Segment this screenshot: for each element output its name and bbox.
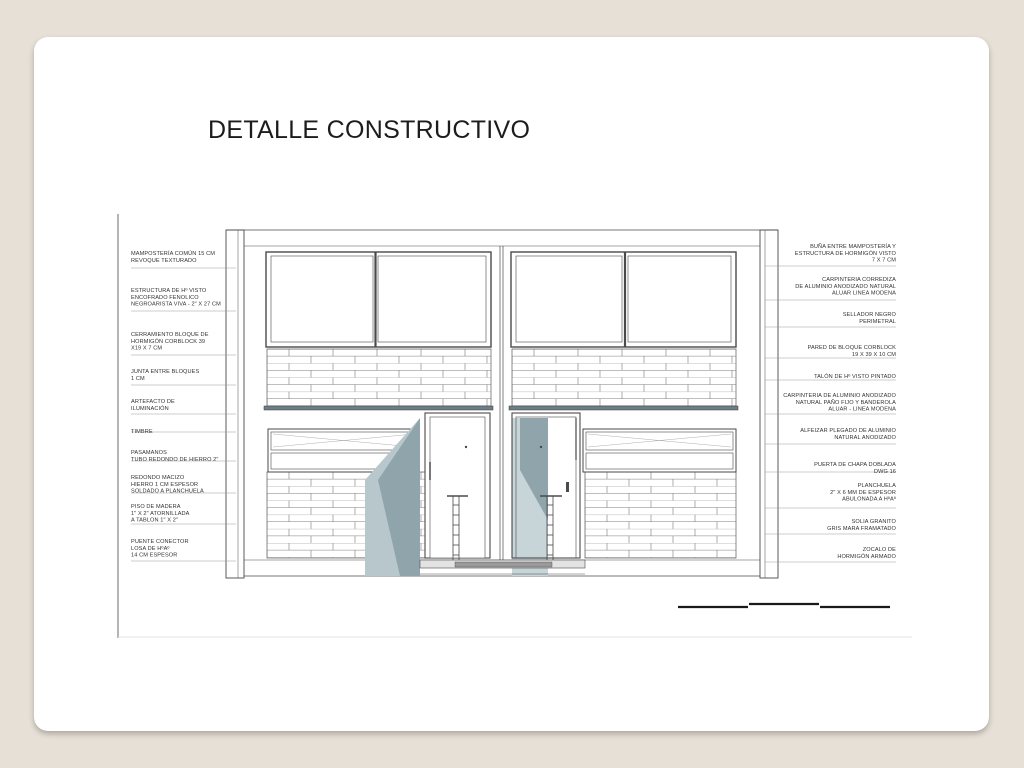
left-label-5-line-0: TIMBRE bbox=[131, 429, 153, 435]
right-label-5-line-0: CARPINTERIA DE ALUMINIO ANODIZADO bbox=[783, 393, 896, 399]
right-label-1-line-2: ALUAR LINEA MODENA bbox=[832, 290, 896, 297]
left-label-7-line-1: HIERRO 1 CM ESPESOR bbox=[131, 481, 199, 488]
page-title: DETALLE CONSTRUCTIVO bbox=[208, 116, 531, 144]
right-label-8-line-2: ABULONADA A HºAº bbox=[842, 496, 896, 503]
right-label-2-line-0: SELLADOR NEGRO bbox=[842, 312, 896, 318]
right-label-7-line-1: DWG 16 bbox=[873, 468, 896, 475]
upper-window-left bbox=[266, 252, 491, 347]
left-annotations bbox=[131, 250, 221, 559]
left-label-4-line-1: ILUMINACIÓN bbox=[131, 405, 169, 412]
right-label-5-line-1: NATURAL PAÑO FIJO Y BANDEROLA bbox=[795, 399, 896, 406]
left-label-6-line-0: PASAMANOS bbox=[131, 450, 167, 456]
left-label-9-line-1: LOSA DE HºAº bbox=[131, 545, 170, 552]
right-label-9-line-1: GRIS MARA FRAMATADO bbox=[827, 525, 896, 532]
left-label-1-line-0: ESTRUCTURA DE Hº VISTO bbox=[131, 288, 207, 294]
left-label-2-line-1: HORMIGÓN CORBLOCK 39 bbox=[131, 338, 206, 345]
right-label-1-line-0: CARPINTERIA CORREDIZA bbox=[822, 277, 896, 283]
left-label-6-line-1: TUBO REDONDO DE HIERRO 2" bbox=[131, 456, 219, 463]
right-label-7-line-0: PUERTA DE CHAPA DOBLADA bbox=[814, 462, 896, 468]
right-label-6-line-0: ALFEIZAR PLEGADO DE ALUMINIO bbox=[800, 428, 896, 434]
left-label-3-line-0: JUNTA ENTRE BLOQUES bbox=[131, 369, 200, 375]
lintel-bars bbox=[264, 406, 738, 410]
right-label-10-line-1: HORMIGÓN ARMADO bbox=[837, 553, 896, 560]
door-left bbox=[425, 413, 490, 558]
left-label-4-line-0: ARTEFACTO DE bbox=[131, 399, 175, 405]
left-label-7-line-0: REDONDO MACIZO bbox=[131, 475, 185, 481]
left-label-8-line-2: A TABLON 1" X 2" bbox=[131, 517, 179, 524]
right-label-5-line-2: ALUAR - LINEA MODENA bbox=[828, 406, 896, 413]
right-label-10-line-0: ZOCALO DE bbox=[862, 547, 896, 553]
left-label-9-line-2: 14 CM ESPESOR bbox=[131, 552, 178, 559]
right-label-1-line-1: DE ALUMINIO ANODIZADO NATURAL bbox=[795, 283, 896, 290]
left-label-8-line-1: 1" X 2" ATORNILLADA bbox=[131, 510, 190, 517]
upper-window-right bbox=[511, 252, 736, 347]
left-label-2-line-2: X19 X 7 CM bbox=[131, 345, 163, 352]
left-label-9-line-0: PUENTE CONECTOR bbox=[131, 539, 189, 545]
right-label-3-line-0: PARED DE BLOQUE CORBLOCK bbox=[807, 345, 896, 351]
right-label-0-line-1: ESTRUCTURA DE HORMIGÓN VISTO bbox=[794, 250, 896, 257]
right-label-2-line-1: PERIMETRAL bbox=[859, 318, 896, 325]
left-label-7-line-2: SOLDADO A PLANCHUELA bbox=[131, 488, 204, 495]
right-label-8-line-0: PLANCHUELA bbox=[857, 483, 896, 489]
right-label-6-line-1: NATURAL ANODIZADO bbox=[834, 434, 896, 441]
right-label-4-line-0: TALÓN DE Hº VISTO PINTADO bbox=[814, 374, 896, 380]
left-label-0-line-1: REVOQUE TEXTURADO bbox=[131, 257, 197, 264]
left-label-1-line-1: ENCOFRADO FENOLICO bbox=[131, 294, 199, 301]
right-annotations bbox=[783, 243, 896, 560]
right-label-3-line-1: 19 X 39 X 10 CM bbox=[851, 351, 896, 358]
right-label-8-line-1: 2" X 6 MM DE ESPESOR bbox=[830, 489, 896, 496]
right-label-0-line-0: BUÑA ENTRE MAMPOSTERÍA Y bbox=[810, 244, 896, 250]
lower-window-right bbox=[583, 429, 736, 472]
scale-bar bbox=[678, 604, 890, 607]
right-label-9-line-0: SOLIA GRANITO bbox=[851, 519, 896, 525]
left-label-2-line-0: CERRAMIENTO BLOQUE DE bbox=[131, 332, 209, 338]
left-label-0-line-0: MAMPOSTERÍA COMÚN 15 CM bbox=[131, 251, 216, 257]
bridge-slab bbox=[420, 560, 585, 574]
left-label-8-line-0: PISO DE MADERA bbox=[131, 504, 181, 510]
right-label-0-line-2: 7 X 7 CM bbox=[871, 257, 896, 264]
left-label-3-line-1: 1 CM bbox=[131, 375, 145, 382]
left-label-1-line-2: NEGROARISTA VIVA - 2" X 27 CM bbox=[131, 301, 221, 308]
